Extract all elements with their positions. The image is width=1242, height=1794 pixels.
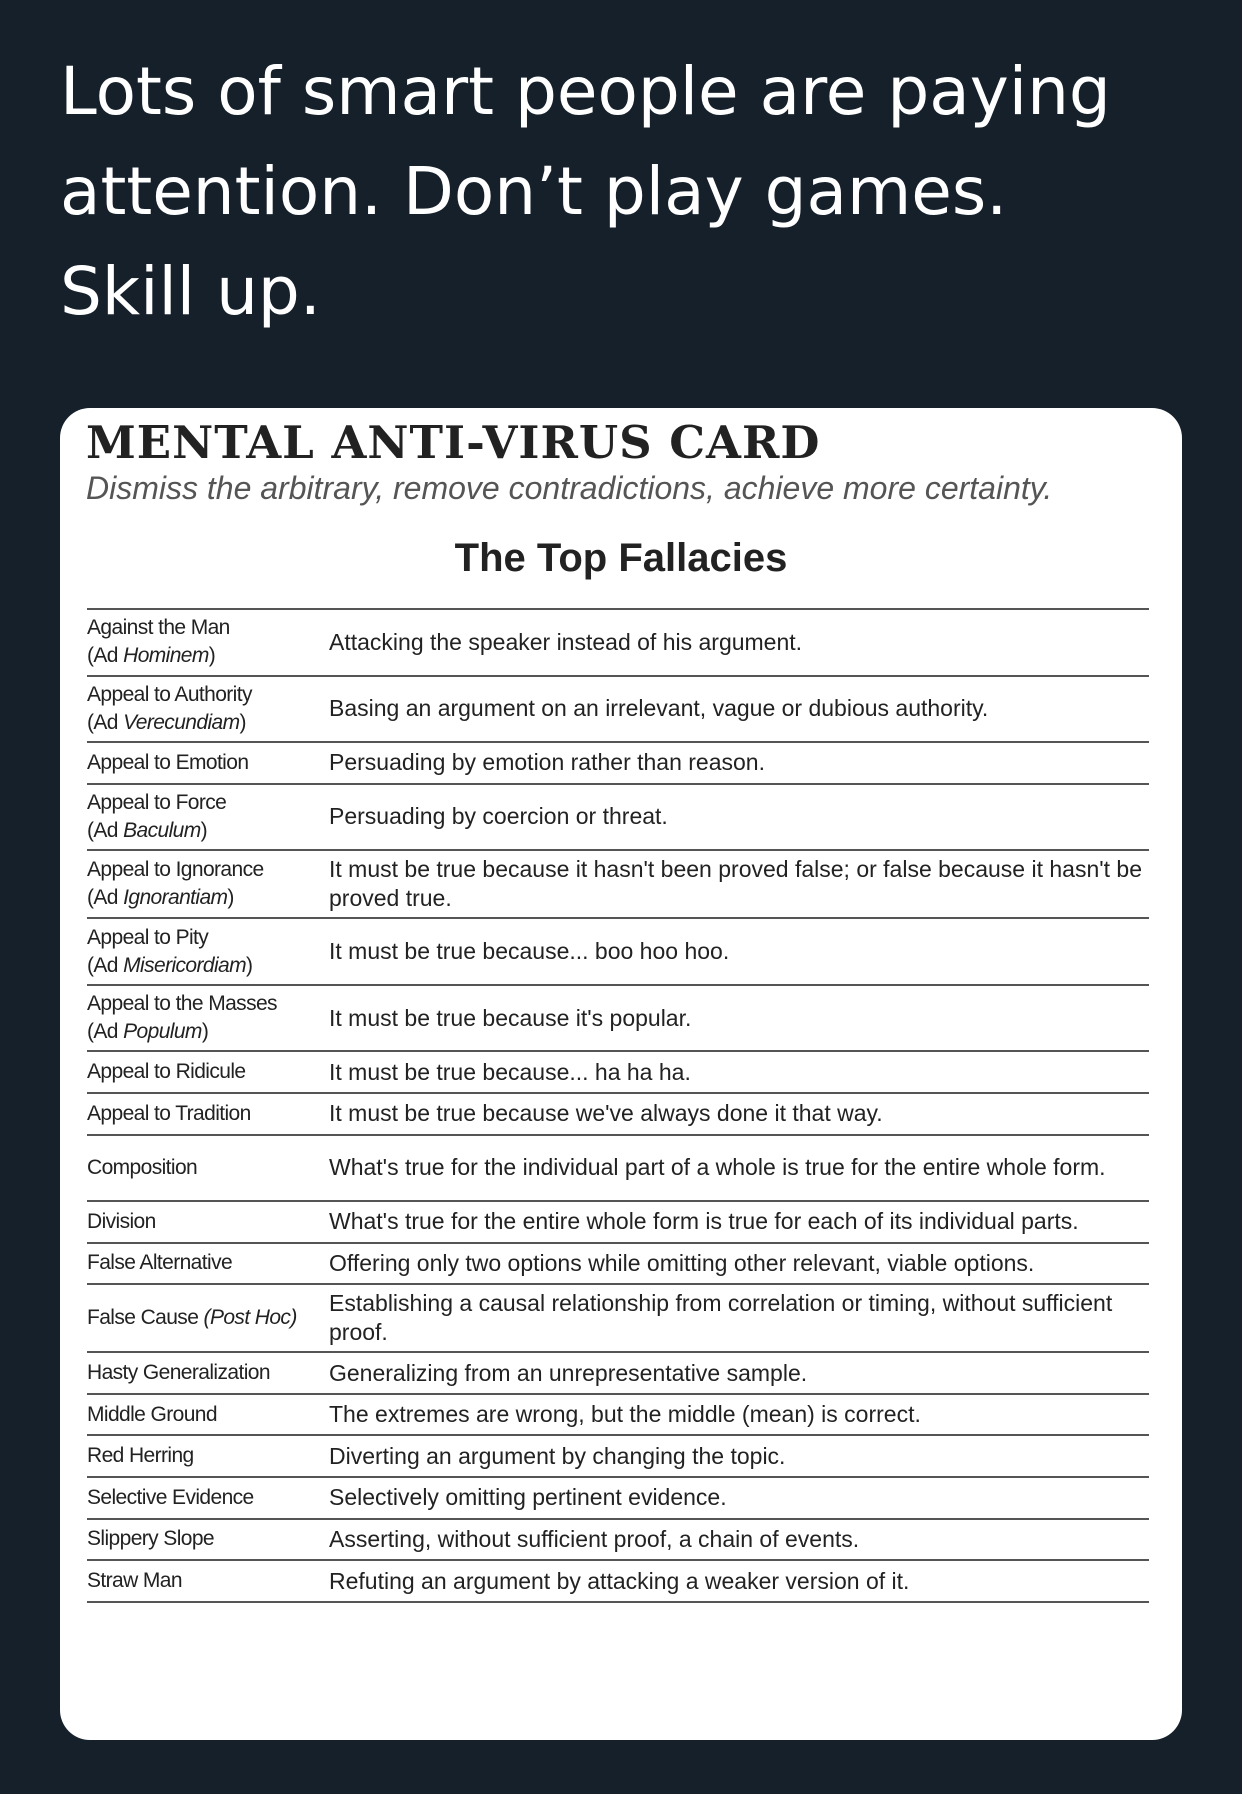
fallacy-latin-term: Post Hoc — [209, 1306, 291, 1330]
tweet-text-line: attention. Don’t play games. — [60, 153, 1008, 230]
fallacy-name-cell — [87, 609, 329, 676]
fallacy-definition-cell — [329, 1560, 1149, 1602]
fallacy-latin-prefix: (Ad — [87, 886, 124, 910]
fallacy-definition-cell — [329, 676, 1149, 743]
fallacy-definition-cell — [329, 784, 1149, 851]
fallacy-latin-term: Verecundiam — [123, 710, 240, 734]
fallacy-name-cell — [87, 1051, 329, 1093]
fallacy-name: False Cause — [87, 1306, 204, 1330]
fallacy-definition: Generalizing from an unrepresentative sample. — [329, 1359, 808, 1386]
fallacy-name: Red Herring — [87, 1444, 194, 1468]
fallacy-name-cell — [87, 1135, 329, 1202]
table-row — [87, 1135, 1149, 1202]
fallacy-latin-prefix: ( — [203, 1306, 210, 1330]
fallacy-definition: It must be true because... boo hoo hoo. — [329, 938, 730, 964]
fallacy-definition: Persuading by emotion rather than reason. — [329, 749, 765, 776]
fallacy-name: Composition — [87, 1155, 198, 1179]
fallacy-latin-name — [87, 642, 329, 670]
fallacy-name: Middle Ground — [87, 1402, 217, 1426]
tweet-text-line: Lots of smart people are paying — [60, 53, 1111, 130]
fallacy-latin-suffix: ) — [208, 644, 216, 668]
tweet-media-image[interactable] — [60, 408, 1182, 1740]
fallacy-name-cell — [87, 1201, 329, 1243]
fallacy-latin-term: Hominem — [123, 644, 209, 668]
fallacy-name: Appeal to Ridicule — [87, 1060, 246, 1084]
fallacy-name-cell — [87, 742, 329, 784]
fallacy-definition: Establishing a causal relationship from correlation or timing, without sufficient proof. — [329, 1290, 1113, 1346]
fallacy-latin-suffix: ) — [239, 710, 246, 734]
fallacy-name-cell — [87, 1560, 329, 1602]
card-title: MENTAL ANTI-VIRUS CARD — [86, 416, 821, 469]
fallacy-name-cell — [87, 1093, 329, 1135]
fallacy-definition: Persuading by coercion or threat. — [329, 803, 668, 830]
table-row — [87, 742, 1149, 784]
fallacy-name-cell — [87, 1284, 329, 1352]
fallacy-name: Appeal to Authority — [87, 682, 252, 706]
fallacy-definition: It must be true because it hasn't been proved false; or false because it hasn't be proved true. — [329, 856, 1142, 912]
table-row — [87, 1560, 1149, 1602]
fallacy-definition-cell — [329, 1093, 1149, 1135]
fallacy-name-cell — [87, 1243, 329, 1285]
fallacy-name-cell — [87, 1352, 329, 1394]
table-row — [87, 918, 1149, 985]
fallacy-name-cell — [87, 784, 329, 851]
table-row — [87, 850, 1149, 918]
fallacy-definition: What's true for the entire whole form is true for each of its individual parts. — [329, 1208, 1079, 1235]
fallacy-definition: Asserting, without sufficient proof, a chain of events. — [329, 1525, 860, 1552]
fallacy-latin-prefix: (Ad — [87, 818, 124, 842]
fallacy-definition-cell — [329, 985, 1149, 1052]
fallacy-latin-prefix: (Ad — [87, 953, 124, 977]
fallacy-name-cell — [87, 918, 329, 985]
fallacy-definition-cell — [329, 1394, 1149, 1436]
fallacy-latin-name — [87, 884, 329, 912]
fallacy-latin-suffix: ) — [227, 886, 234, 910]
fallacy-name: Selective Evidence — [87, 1485, 254, 1509]
fallacy-definition-cell — [329, 1519, 1149, 1561]
fallacy-name: Straw Man — [87, 1569, 182, 1593]
fallacy-definition: Diverting an argument by changing the topic. — [329, 1442, 786, 1469]
tweet-text-line: Skill up. — [60, 253, 321, 330]
fallacy-latin-suffix: ) — [201, 1020, 209, 1044]
fallacy-latin-name — [87, 1018, 329, 1046]
fallacy-definition: Basing an argument on an irrelevant, vague or dubious authority. — [329, 695, 989, 722]
table-row — [87, 1352, 1149, 1394]
fallacy-name-cell — [87, 985, 329, 1052]
fallacy-definition-cell — [329, 1135, 1149, 1202]
fallacy-name: Appeal to Pity — [87, 925, 209, 949]
fallacy-name-cell — [87, 1519, 329, 1561]
fallacy-definition-cell — [329, 1243, 1149, 1285]
fallacy-name: Slippery Slope — [87, 1527, 215, 1551]
fallacy-name: Hasty Generalization — [87, 1361, 270, 1385]
table-row — [87, 1284, 1149, 1352]
fallacy-name: Appeal to the Masses — [87, 992, 277, 1016]
fallacy-name: Against the Man — [87, 616, 230, 640]
fallacy-definition-cell — [329, 1435, 1149, 1477]
table-row — [87, 1477, 1149, 1519]
fallacy-definition: What's true for the individual part of a whole is true for the entire whole form. — [329, 1154, 1106, 1181]
fallacy-definition-cell — [329, 1477, 1149, 1519]
table-row — [87, 1435, 1149, 1477]
card-subtitle: Dismiss the arbitrary, remove contradictions, achieve more certainty. — [86, 470, 1053, 506]
fallacy-latin-suffix: ) — [246, 953, 253, 977]
fallacy-definition-cell — [329, 742, 1149, 784]
table-row — [87, 1051, 1149, 1093]
table-row — [87, 1243, 1149, 1285]
fallacy-name: False Alternative — [87, 1251, 233, 1275]
fallacy-name: Division — [87, 1209, 156, 1233]
fallacy-definition: Attacking the speaker instead of his argument. — [329, 628, 803, 655]
section-heading: The Top Fallacies — [454, 536, 788, 580]
fallacy-name-cell — [87, 1477, 329, 1519]
fallacy-definition: Selectively omitting pertinent evidence. — [329, 1484, 727, 1511]
fallacy-latin-suffix: ) — [200, 818, 208, 842]
table-row — [87, 609, 1149, 676]
fallacy-latin-term: Populum — [123, 1020, 202, 1044]
fallacy-definition: It must be true because it's popular. — [329, 1004, 692, 1031]
table-row — [87, 1394, 1149, 1436]
fallacy-name: Appeal to Force — [87, 790, 227, 814]
table-row — [87, 1201, 1149, 1243]
fallacy-name: Appeal to Tradition — [87, 1101, 251, 1125]
fallacy-name-cell — [87, 1394, 329, 1436]
fallacy-name-cell — [87, 1435, 329, 1477]
table-row — [87, 784, 1149, 851]
fallacy-name: Appeal to Emotion — [87, 750, 249, 774]
table-row — [87, 676, 1149, 743]
fallacy-table — [87, 608, 1149, 1603]
table-row — [87, 1093, 1149, 1135]
fallacy-definition-cell — [329, 1051, 1149, 1093]
fallacy-definition-cell — [329, 850, 1149, 918]
fallacy-name: Appeal to Ignorance — [87, 858, 264, 882]
fallacy-definition: It must be true because we've always done it that way. — [329, 1100, 883, 1127]
fallacy-latin-prefix: (Ad — [87, 644, 124, 668]
fallacy-latin-name — [204, 1306, 297, 1329]
fallacy-latin-term: Baculum — [123, 818, 201, 842]
fallacy-definition: Offering only two options while omitting other relevant, viable options. — [329, 1249, 1035, 1276]
fallacy-definition-cell — [329, 1352, 1149, 1394]
fallacy-latin-name — [87, 817, 329, 845]
tweet-text — [60, 42, 1200, 342]
fallacy-latin-term: Ignorantiam — [123, 886, 228, 910]
fallacy-definition-cell — [329, 1201, 1149, 1243]
fallacy-definition-cell — [329, 918, 1149, 985]
fallacy-definition: The extremes are wrong, but the middle (mean) is correct. — [329, 1401, 921, 1428]
fallacy-latin-name — [87, 709, 329, 737]
fallacy-name-cell — [87, 850, 329, 918]
fallacy-name-cell — [87, 676, 329, 743]
fallacy-latin-term: Misericordiam — [123, 953, 247, 977]
table-row — [87, 985, 1149, 1052]
fallacy-definition-cell — [329, 1284, 1149, 1352]
fallacy-definition: It must be true because... ha ha ha. — [329, 1058, 691, 1085]
fallacy-definition: Refuting an argument by attacking a weaker version of it. — [329, 1567, 910, 1594]
fallacy-latin-prefix: (Ad — [87, 710, 124, 734]
fallacy-latin-prefix: (Ad — [87, 1020, 124, 1044]
fallacy-latin-suffix: ) — [290, 1306, 297, 1330]
fallacy-latin-name — [87, 952, 329, 980]
fallacy-definition-cell — [329, 609, 1149, 676]
table-row — [87, 1519, 1149, 1561]
